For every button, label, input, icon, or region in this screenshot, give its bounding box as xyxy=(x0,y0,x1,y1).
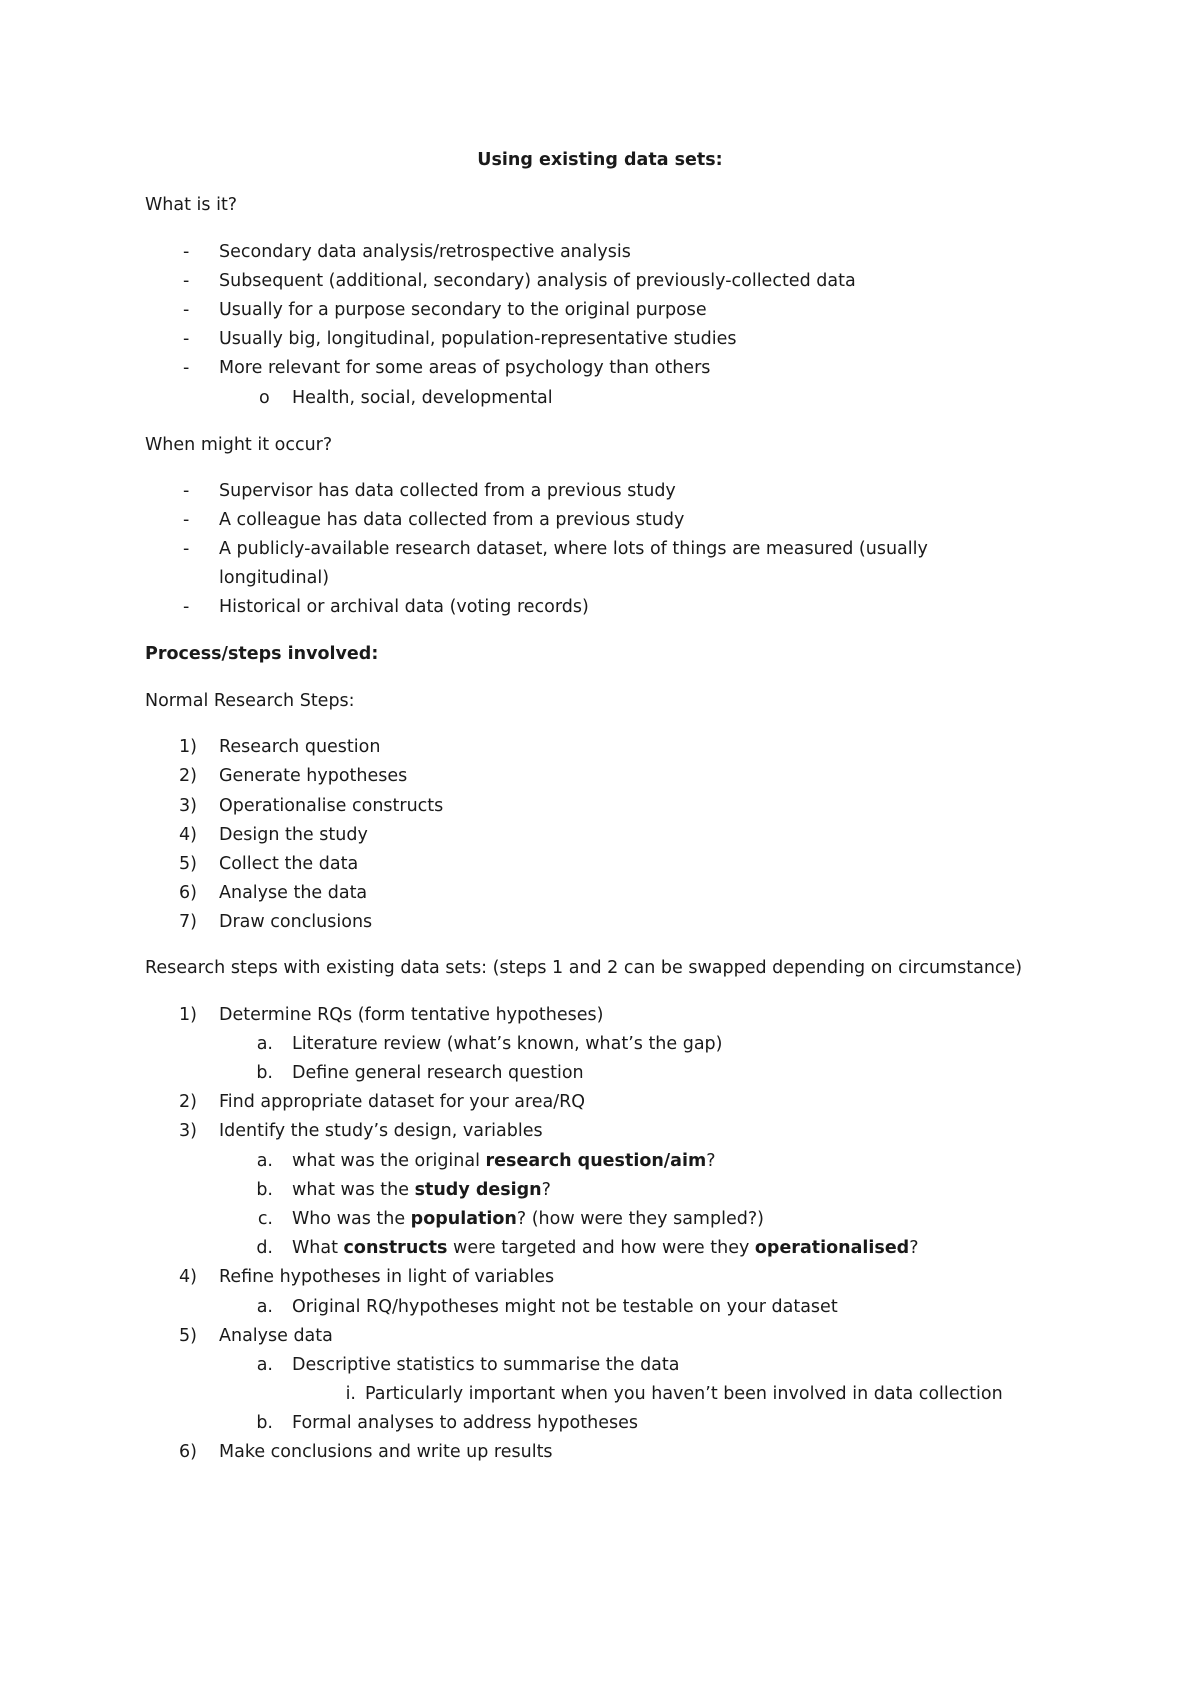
existing-step-3d xyxy=(292,1237,919,1259)
existing-step-4a: Original RQ/hypotheses might not be testable on your dataset xyxy=(292,1297,838,1317)
substep-letter: d. xyxy=(256,1238,273,1258)
bold-segment: population xyxy=(410,1209,517,1229)
normal-step-1: Research question xyxy=(219,737,381,757)
bullet-dash: - xyxy=(183,242,190,262)
process-heading: Process/steps involved: xyxy=(145,644,379,664)
existing-step-1a: Literature review (what’s known, what’s the gap) xyxy=(292,1034,723,1054)
text-segment: Who was the xyxy=(292,1209,411,1229)
step-number: 1) xyxy=(179,737,197,757)
existing-step-3: Identify the study’s design, variables xyxy=(219,1121,543,1141)
existing-step-3a xyxy=(292,1150,716,1172)
step-number: 7) xyxy=(179,912,197,932)
bold-segment: operationalised xyxy=(754,1238,910,1258)
step-number: 2) xyxy=(179,1092,197,1112)
existing-step-2: Find appropriate dataset for your area/RQ xyxy=(219,1092,586,1112)
normal-step-4: Design the study xyxy=(219,825,368,845)
substep-letter: a. xyxy=(256,1151,273,1171)
step-number: 6) xyxy=(179,1442,197,1462)
bullet-dash: - xyxy=(183,300,190,320)
text-segment: ? xyxy=(909,1238,919,1258)
when-bullet-4: Historical or archival data (voting records) xyxy=(219,597,589,617)
when-bullet-2: A colleague has data collected from a previous study xyxy=(219,510,685,530)
bullet-dash: - xyxy=(183,539,190,559)
normal-step-2: Generate hypotheses xyxy=(219,766,408,786)
step-number: 3) xyxy=(179,796,197,816)
bold-segment: constructs xyxy=(343,1238,448,1258)
step-number: 6) xyxy=(179,883,197,903)
existing-step-3c xyxy=(292,1208,764,1230)
substep-letter: b. xyxy=(256,1180,273,1200)
existing-step-5: Analyse data xyxy=(219,1326,333,1346)
what-bullet-3: Usually for a purpose secondary to the original purpose xyxy=(219,300,707,320)
what-sub-bullet: Health, social, developmental xyxy=(292,388,553,408)
bold-segment: research question/aim xyxy=(485,1151,707,1171)
subsubstep-numeral: i. xyxy=(345,1384,356,1404)
existing-step-5a: Descriptive statistics to summarise the data xyxy=(292,1355,680,1375)
bullet-dash: - xyxy=(183,271,190,291)
substep-letter: b. xyxy=(256,1063,273,1083)
text-segment: ? xyxy=(541,1180,551,1200)
when-bullet-1: Supervisor has data collected from a previous study xyxy=(219,481,676,501)
bullet-dash: - xyxy=(183,358,190,378)
existing-step-1b: Define general research question xyxy=(292,1063,584,1083)
what-bullet-2: Subsequent (additional, secondary) analysis of previously-collected data xyxy=(219,271,856,291)
step-number: 3) xyxy=(179,1121,197,1141)
sub-bullet-marker: o xyxy=(259,388,270,408)
bullet-dash: - xyxy=(183,481,190,501)
existing-step-5b: Formal analyses to address hypotheses xyxy=(292,1413,638,1433)
normal-steps-heading: Normal Research Steps: xyxy=(145,691,355,711)
text-segment: what was the original xyxy=(292,1151,486,1171)
step-number: 4) xyxy=(179,1267,197,1287)
document-title: Using existing data sets: xyxy=(477,150,723,170)
bullet-dash: - xyxy=(183,597,190,617)
text-segment: ? xyxy=(706,1151,716,1171)
existing-step-3b xyxy=(292,1179,551,1201)
existing-steps-heading: Research steps with existing data sets: (steps 1 and 2 can be swapped depending on circumstance) xyxy=(145,958,1023,978)
text-segment: What xyxy=(292,1238,344,1258)
normal-step-6: Analyse the data xyxy=(219,883,368,903)
normal-step-7: Draw conclusions xyxy=(219,912,373,932)
when-bullet-3-continued: longitudinal) xyxy=(219,568,330,588)
normal-step-3: Operationalise constructs xyxy=(219,796,444,816)
existing-step-5ai: Particularly important when you haven’t been involved in data collection xyxy=(365,1384,1003,1404)
what-bullet-1: Secondary data analysis/retrospective analysis xyxy=(219,242,631,262)
existing-step-6: Make conclusions and write up results xyxy=(219,1442,553,1462)
text-segment: ? (how were they sampled?) xyxy=(516,1209,764,1229)
what-bullet-4: Usually big, longitudinal, population-representative studies xyxy=(219,329,737,349)
substep-letter: a. xyxy=(256,1297,273,1317)
substep-letter: a. xyxy=(256,1034,273,1054)
bold-segment: study design xyxy=(414,1180,542,1200)
substep-letter: c. xyxy=(257,1209,273,1229)
existing-step-1: Determine RQs (form tentative hypotheses) xyxy=(219,1005,604,1025)
step-number: 5) xyxy=(179,854,197,874)
existing-step-4: Refine hypotheses in light of variables xyxy=(219,1267,555,1287)
substep-letter: b. xyxy=(256,1413,273,1433)
step-number: 4) xyxy=(179,825,197,845)
bullet-dash: - xyxy=(183,510,190,530)
text-segment: what was the xyxy=(292,1180,415,1200)
when-heading: When might it occur? xyxy=(145,435,333,455)
normal-step-5: Collect the data xyxy=(219,854,359,874)
what-is-it-heading: What is it? xyxy=(145,195,238,215)
step-number: 5) xyxy=(179,1326,197,1346)
bullet-dash: - xyxy=(183,329,190,349)
when-bullet-3: A publicly-available research dataset, where lots of things are measured (usually xyxy=(219,539,928,559)
what-bullet-5: More relevant for some areas of psychology than others xyxy=(219,358,711,378)
step-number: 2) xyxy=(179,766,197,786)
substep-letter: a. xyxy=(256,1355,273,1375)
step-number: 1) xyxy=(179,1005,197,1025)
text-segment: were targeted and how were they xyxy=(447,1238,755,1258)
